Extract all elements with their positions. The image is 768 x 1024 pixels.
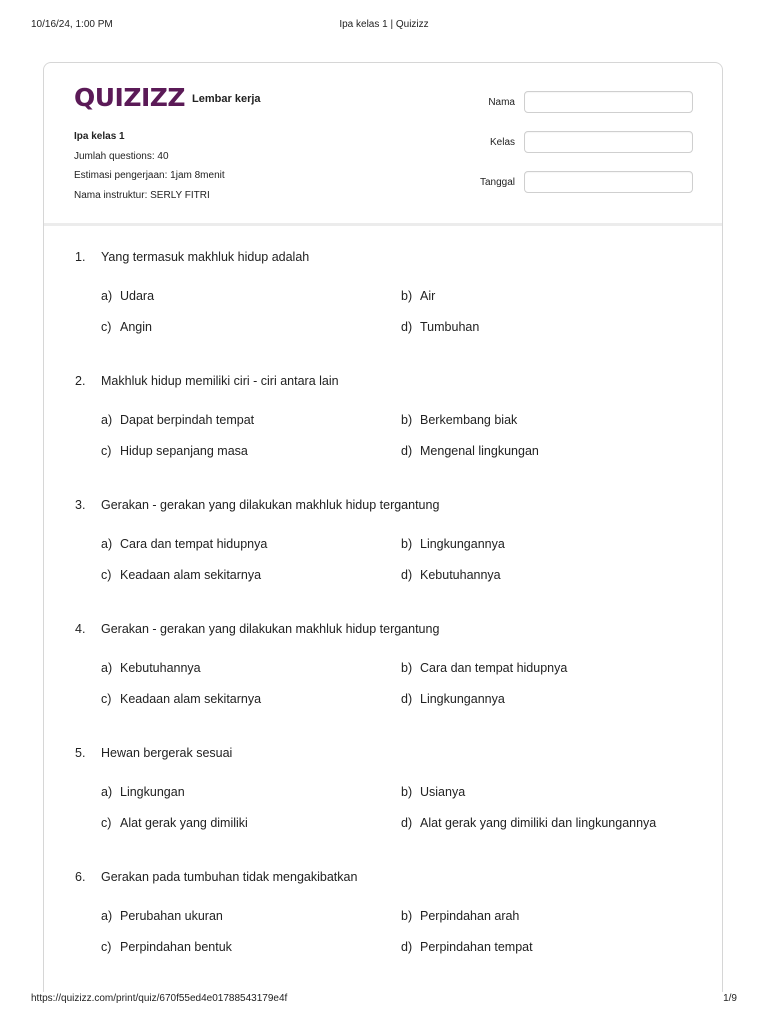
question-text: Gerakan pada tumbuhan tidak mengakibatkan <box>101 870 358 884</box>
option-a <box>101 289 154 303</box>
option-c <box>101 320 152 334</box>
option-letter: d) <box>401 940 413 954</box>
option-letter: d) <box>401 320 413 334</box>
option-letter: d) <box>401 692 413 706</box>
worksheet-label: Lembar kerja <box>192 93 261 105</box>
option-text: Tumbuhan <box>420 320 480 334</box>
print-title: Ipa kelas 1 | Quizizz <box>339 19 429 30</box>
logo-wordmark: QUIZIZZ <box>74 83 186 112</box>
option-b <box>401 289 435 303</box>
question-item <box>44 226 722 350</box>
tanggal-field <box>394 171 694 195</box>
option-text: Keadaan alam sekitarnya <box>120 568 262 582</box>
option-text: Kebutuhannya <box>420 568 501 582</box>
option-text: Berkembang biak <box>420 413 518 427</box>
kelas-label: Kelas <box>489 137 515 148</box>
option-c <box>101 816 248 830</box>
question-number: 4. <box>75 622 86 636</box>
option-letter: a) <box>101 661 113 675</box>
question-item <box>44 722 722 846</box>
option-b <box>401 909 519 923</box>
question-number: 1. <box>75 250 86 264</box>
option-text: Udara <box>120 289 155 303</box>
option-text: Dapat berpindah tempat <box>120 413 255 427</box>
option-letter: c) <box>101 568 112 582</box>
question-item <box>44 350 722 474</box>
option-letter: c) <box>101 692 112 706</box>
option-letter: a) <box>101 413 113 427</box>
question-text: Makhluk hidup memiliki ciri - ciri antara lain <box>101 374 339 388</box>
quiz-title: Ipa kelas 1 <box>74 131 125 142</box>
option-d <box>401 692 505 706</box>
question-text: Gerakan - gerakan yang dilakukan makhluk hidup tergantung <box>101 498 440 512</box>
question-count: Jumlah questions: 40 <box>74 150 169 162</box>
option-letter: a) <box>101 909 113 923</box>
option-letter: c) <box>101 444 112 458</box>
worksheet-header <box>44 63 722 226</box>
option-letter: b) <box>401 785 413 799</box>
question-text: Gerakan - gerakan yang dilakukan makhluk hidup tergantung <box>101 622 440 636</box>
option-a <box>101 661 201 675</box>
option-letter: b) <box>401 537 413 551</box>
option-text: Alat gerak yang dimiliki <box>120 816 248 830</box>
page-number: 1/9 <box>723 993 737 1004</box>
option-letter: b) <box>401 661 413 675</box>
option-text: Cara dan tempat hidupnya <box>420 661 568 675</box>
option-d <box>401 940 533 954</box>
option-letter: c) <box>101 940 112 954</box>
option-letter: b) <box>401 413 413 427</box>
quizizz-logo <box>74 85 261 111</box>
estimated-duration: Estimasi pengerjaan: 1jam 8menit <box>74 170 225 181</box>
print-url: https://quizizz.com/print/quiz/670f55ed4e01788543179e4f <box>31 993 288 1004</box>
print-footer <box>0 993 768 1007</box>
nama-label: Nama <box>488 97 515 108</box>
option-text: Perpindahan bentuk <box>120 940 232 954</box>
option-text: Hidup sepanjang masa <box>120 444 248 458</box>
worksheet <box>43 62 723 992</box>
option-letter: d) <box>401 568 413 582</box>
question-number: 2. <box>75 374 86 388</box>
option-b <box>401 661 567 675</box>
question-text: Hewan bergerak sesuai <box>101 746 233 760</box>
print-date: 10/16/24, 1:00 PM <box>31 19 113 30</box>
option-text: Usianya <box>420 785 466 799</box>
option-b <box>401 785 465 799</box>
nama-input[interactable] <box>524 91 693 113</box>
question-item <box>44 846 722 970</box>
option-b <box>401 537 505 551</box>
option-text: Mengenal lingkungan <box>420 444 539 458</box>
option-text: Cara dan tempat hidupnya <box>120 537 268 551</box>
option-letter: c) <box>101 320 112 334</box>
option-d <box>401 444 539 458</box>
kelas-field <box>394 131 694 155</box>
option-c <box>101 940 232 954</box>
quiz-meta <box>74 127 225 205</box>
instructor-name: Nama instruktur: SERLY FITRI <box>74 189 210 201</box>
option-text: Alat gerak yang dimiliki dan lingkungannya <box>420 816 657 830</box>
option-d <box>401 816 656 830</box>
option-letter: a) <box>101 537 113 551</box>
kelas-input[interactable] <box>524 131 693 153</box>
option-text: Air <box>420 289 436 303</box>
option-letter: d) <box>401 444 413 458</box>
print-header <box>0 19 768 33</box>
option-text: Kebutuhannya <box>120 661 201 675</box>
question-number: 3. <box>75 498 86 512</box>
tanggal-input[interactable] <box>524 171 693 193</box>
option-c <box>101 568 261 582</box>
nama-field <box>394 91 694 115</box>
option-text: Lingkungannya <box>420 537 505 551</box>
option-text: Angin <box>120 320 152 334</box>
option-d <box>401 568 501 582</box>
option-c <box>101 444 248 458</box>
question-number: 6. <box>75 870 86 884</box>
option-text: Lingkungannya <box>420 692 505 706</box>
option-text: Perpindahan tempat <box>420 940 533 954</box>
option-a <box>101 785 185 799</box>
option-text: Keadaan alam sekitarnya <box>120 692 262 706</box>
option-letter: b) <box>401 909 413 923</box>
question-number: 5. <box>75 746 86 760</box>
option-text: Lingkungan <box>120 785 185 799</box>
option-text: Perpindahan arah <box>420 909 520 923</box>
option-c <box>101 692 261 706</box>
option-letter: c) <box>101 816 112 830</box>
option-letter: a) <box>101 785 113 799</box>
option-b <box>401 413 517 427</box>
option-text: Perubahan ukuran <box>120 909 223 923</box>
option-letter: b) <box>401 289 413 303</box>
question-text: Yang termasuk makhluk hidup adalah <box>101 250 310 264</box>
question-item <box>44 474 722 598</box>
question-item <box>44 598 722 722</box>
tanggal-label: Tanggal <box>479 177 515 188</box>
option-a <box>101 413 254 427</box>
option-d <box>401 320 479 334</box>
option-letter: a) <box>101 289 113 303</box>
option-letter: d) <box>401 816 413 830</box>
option-a <box>101 537 267 551</box>
option-a <box>101 909 223 923</box>
